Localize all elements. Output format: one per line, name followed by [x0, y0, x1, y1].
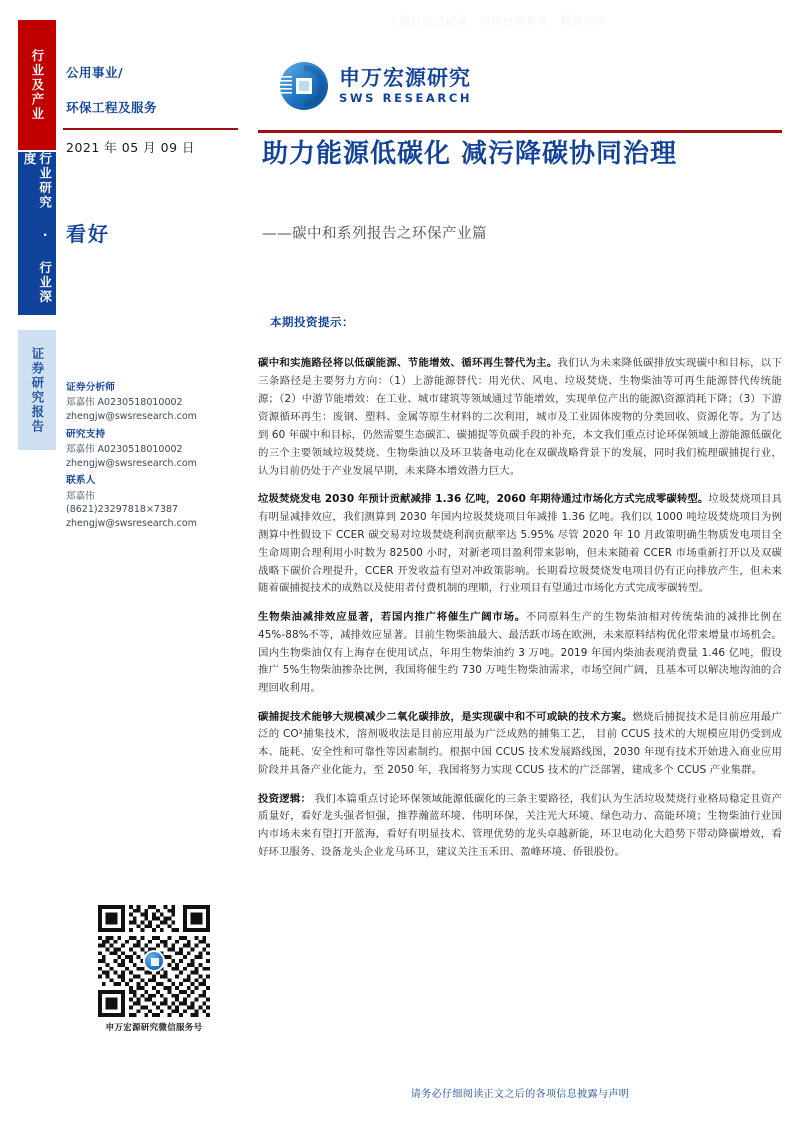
analyst-name: 郑嘉伟 — [66, 490, 95, 502]
sector-line-2: 环保工程及服务 — [66, 100, 158, 115]
watermark-text: 下载日志已记录，仅供内部参考，请勿外传 — [387, 15, 607, 27]
paragraph-lead: 生物柴油减排效应显著，若国内推广将催生广阔市场。 — [258, 610, 526, 623]
paragraph-lead: 碳捕捉技术能够大规模减少二氧化碳排放，是实现碳中和不可或缺的技术方案。 — [258, 710, 633, 723]
page-title: 助力能源低碳化 减污降碳协同治理 — [262, 139, 678, 169]
analyst-group — [66, 381, 246, 424]
analyst-email[interactable]: zhengjw@swsresearch.com — [66, 410, 197, 422]
paragraph-text: 垃圾焚烧项目具有明显减排效应，我们测算到 2030 年国内垃圾焚烧项目年减排 1.36 亿吨。我们以 1000 吨垃圾焚烧项目为例 测算中性假设下 CCER 碳交易对垃圾焚烧利润贡献率达 5.95% 尽管 2020 年 10 月政策明确生物质发电项目全生命周期合理利用小时数为 82500 小时，对新老项目盈利带来影响，但未来随着 CCER 市场重新打开以及双碳战略下碳价合理提升，CCER 开发收益有望对冲政策影响。长期看垃圾焚烧发电项目仍有正向排放产生，但未来随着碳捕捉技术的成熟以及使用者付费机制的理顺，行业项目有望通过市场化方式完成零碳转型。 — [258, 493, 783, 595]
sidebar-tab-research-label: 行业研究 · 行业深度 — [22, 152, 53, 305]
investment-tips-body — [258, 345, 782, 871]
page-subtitle: ——碳中和系列报告之环保产业篇 — [262, 226, 487, 242]
analyst-role: 研究支持 — [66, 428, 106, 440]
paragraph — [258, 791, 782, 863]
title-divider — [258, 130, 782, 133]
sidebar-tab-industry — [18, 20, 56, 150]
sector-divider — [63, 128, 238, 130]
sws-logo-icon — [278, 60, 330, 112]
rating-badge: 看好 — [66, 222, 110, 246]
paragraph — [258, 609, 782, 698]
analyst-name-id: 郑嘉伟 A0230518010002 — [66, 397, 183, 409]
sidebar-tab-report-label: 证券研究报告 — [29, 346, 45, 434]
analyst-block — [66, 381, 246, 535]
sector-line-1: 公用事业/ — [66, 65, 124, 80]
analyst-group — [66, 428, 246, 471]
sws-logo-text — [339, 67, 472, 105]
sws-logo-svg — [278, 60, 330, 112]
paragraph-lead: 投资逻辑： — [258, 792, 312, 805]
sidebar-tab-report — [18, 330, 56, 450]
qr-center-logo-icon — [143, 950, 165, 972]
analyst-group — [66, 474, 246, 531]
wechat-qr-block — [98, 905, 210, 1033]
analyst-email[interactable]: zhengjw@swsresearch.com — [66, 518, 197, 530]
sidebar-tab-industry-label: 行业及产业 — [29, 48, 45, 122]
sws-logo — [278, 60, 472, 112]
paragraph-text: 燃烧后捕捉技术是目前应用最广泛的 CO²捕集技术，溶剂吸收法是目前应用最为广泛成熟的捕集工艺， 目前 CCUS 技术的大规模应用仍受到成本、能耗、安全性和可靠性等因素制约。根据中国 CCUS 技术发展路线图，2030 年现有技术开始进入商业应用阶段并具备产业化能力，至 2050 年，我国将努力实现 CCUS 技术的广泛部署，建成多个 CCUS 产业集群。 — [258, 710, 783, 777]
qr-code-image — [98, 905, 210, 1017]
paragraph-text: 我们本篇重点讨论环保领域能源低碳化的三条主要路径，我们认为生活垃圾焚烧行业格局稳定且资产质量好，看好龙头强者恒强，推荐瀚蓝环境、伟明环保，关注光大环境、绿色动力、高能环境；生物柴油行业国内市场未来有望打开蓝海，看好有明显技术、管理优势的龙头卓越新能，环卫电动化大趋势下带动降碳增效，看好环卫服务、设备龙头企业龙马环卫，建议关注玉禾田、盈峰环境、侨银股份。 — [258, 792, 782, 859]
footer-disclaimer: 请务必仔细阅读正文之后的各项信息披露与声明 — [410, 1089, 630, 1100]
qr-caption: 申万宏源研究微信服务号 — [105, 1023, 203, 1033]
report-date: 2021 年 05 月 09 日 — [66, 140, 195, 155]
analyst-phone: (8621)23297818×7387 — [66, 504, 179, 516]
paragraph — [258, 355, 782, 480]
analyst-name-id: 郑嘉伟 A0230518010002 — [66, 443, 183, 455]
analyst-email[interactable]: zhengjw@swsresearch.com — [66, 457, 197, 469]
sidebar-tab-research — [18, 152, 56, 315]
paragraph — [258, 491, 782, 598]
sws-logo-en: SWS RESEARCH — [339, 91, 473, 106]
paragraph-lead: 垃圾焚烧发电 2030 年预计贡献减排 1.36 亿吨，2060 年期待通过市场化方式完成零碳转型。 — [258, 493, 709, 506]
paragraph-text: 我们认为未来降低碳排放实现碳中和目标，以下三条路径是主要努力方向：（1）上游能源替代：用光伏、风电、垃圾焚烧、生物柴油等可再生能源替代传统能源；（2）中游节能增效：在工业、城市建筑等领域通过节能增效，实现单位产出的能源\资源消耗下降；（3）下游资源循环再生：废钢、塑料、金属等原生材料的二次利用，城市及工业固体废物的分类回收、资源化等。为了达到 60 年碳中和目标，仍然需要生态碳汇、碳捕捉等负碳手段的补充，本文我们重点讨论环保领域上游能源低碳化的三个主要领域垃圾焚烧、生物柴油以及环卫装备电动化在双碳战略背景下的发展，同时我们梳理碳捕捉行业，认为目前仍处于产业发展早期，未来降本增效潜力巨大。 — [258, 357, 782, 477]
sws-logo-cn: 申万宏源研究 — [339, 65, 471, 90]
analyst-role: 联系人 — [66, 475, 96, 487]
analyst-role: 证券分析师 — [66, 382, 115, 393]
paragraph — [258, 709, 782, 781]
paragraph-text: 不同原料生产的生物柴油相对传统柴油的减排比例在 45%-88%不等，减排效应显著。目前生物柴油最大、最活跃市场在欧洲，未来原料结构优化带来增量市场机会。国内生物柴油仅有上海存在使用试点，年用生物柴油约 3 万吨。2019 年国内柴油表观消费量 1.46 亿吨，假设推广 5%生物柴油掺杂比例，我国将催生约 730 万吨生物柴油需求，市场空间广阔，且基本可以解决地沟油的合理回收利用。 — [258, 610, 782, 695]
investment-tips-heading: 本期投资提示： — [270, 315, 354, 329]
paragraph-lead: 碳中和实施路径将以低碳能源、节能增效、循环再生替代为主。 — [258, 357, 558, 370]
